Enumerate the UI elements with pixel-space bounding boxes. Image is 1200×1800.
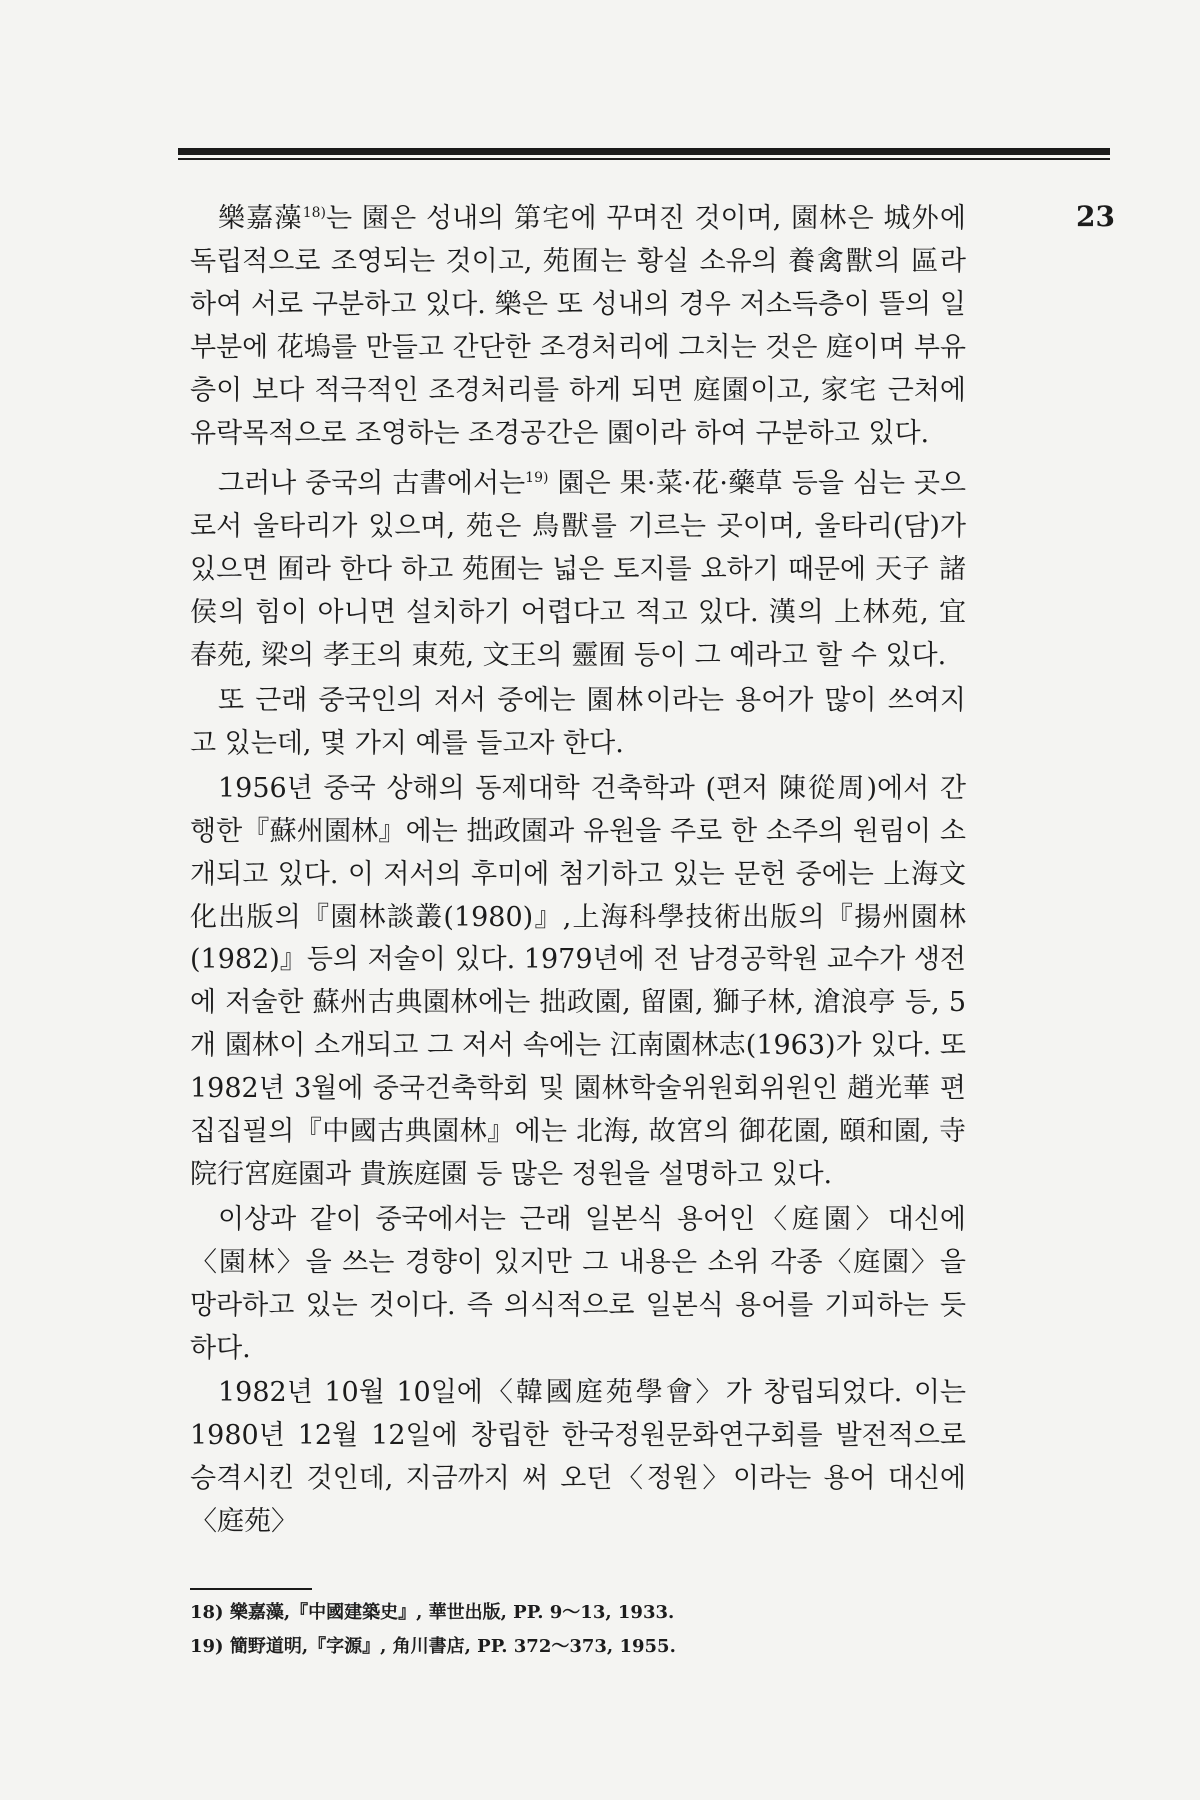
footnote-rule bbox=[190, 1588, 312, 1590]
footnote-ref-19: 19) bbox=[525, 470, 549, 487]
paragraph-5: 이상과 같이 중국에서는 근래 일본식 용어인〈庭園〉대신에〈園林〉을 쓰는 경향이 있지만 그 내용은 소위 각종〈庭園〉을 망라하고 있는 것이다. 즉 의식적으로 일본식 용어를 기피하는 듯하다. bbox=[190, 1203, 966, 1364]
paragraph-3: 또 근래 중국인의 저서 중에는 園林이라는 용어가 많이 쓰여지고 있는데, 몇 가지 예를 들고자 한다. bbox=[190, 684, 966, 759]
paragraph-4: 1956년 중국 상해의 동제대학 건축학과 (편저 陳從周)에서 간행한『蘇州園林』에는 拙政園과 유원을 주로 한 소주의 원림이 소개되고 있다. 이 저서의 후미에 첨기하고 있는 문헌 중에는 上海文化出版의『園林談叢(1980)』,上海科學技術出版의『揚州園林(1982)』등의 저술이 있다. 1979년에 전 남경공학원 교수가 생전에 저술한 蘇州古典園林에는 拙政園, 留園, 獅子林, 滄浪亭 등, 5개 園林이 소개되고 그 저서 속에는 江南園林志(1963)가 있다. 또 1982년 3월에 중국건축학회 및 園林학술위원회위원인 趙光華 편집집필의『中國古典園林』에는 北海, 故宮의 御花園, 頤和園, 寺院行宮庭園과 貴族庭園 등 많은 정원을 설명하고 있다. bbox=[190, 772, 966, 1190]
footnote-ref-18: 18) bbox=[302, 205, 326, 221]
header-rule bbox=[178, 148, 1110, 155]
paragraph-6: 1982년 10월 10일에〈韓國庭苑學會〉가 창립되었다. 이는 1980년 12월 12일에 창립한 한국정원문화연구회를 발전적으로 승격시킨 것인데, 지금까지 써 오던〈정원〉이라는 용어 대신에〈庭苑〉 bbox=[190, 1377, 966, 1538]
header-rule-thin bbox=[178, 158, 1110, 160]
paragraph-1: 樂嘉藻$^{18)}$는 園은 성내의 第宅에 꾸며진 것이며, 園林은 城外에 독립적으로 조영되는 것이고, 苑囿는 황실 소유의 養禽獸의 區라 하여 서로 구분하고 있다. 樂은 또 성내의 경우 저소득층이 뜰의 일부분에 花塢를 만들고 간단한 조경처리에 그치는 것은 庭이며 부유층이 보다 적극적인 조경처리를 하게 되면 庭園이고, 家宅 근처에 유락목적으로 조영하는 조경공간은 園이라 하여 구분하고 있다. bbox=[190, 203, 967, 449]
footnotes bbox=[190, 1596, 1010, 1664]
footnote-19: 19) 簡野道明,『字源』, 角川書店, PP. 372～373, 1955. bbox=[190, 1636, 676, 1657]
paragraph-2: 그러나 중국의 古書에서는$^{19)}$ 園은 果·菜·花·藥草 등을 심는 곳으로서 울타리가 있으며, 苑은 鳥獸를 기르는 곳이며, 울타리(담)가 있으면 囿라 한다 하고 苑囿는 넓은 토지를 요하기 때문에 天子 諸侯의 힘이 아니면 설치하기 어렵다고 적고 있다. 漢의 上林苑, 宜春苑, 梁의 孝王의 東苑, 文王의 靈囿 등이 그 예라고 할 수 있다. bbox=[190, 468, 967, 672]
body-text bbox=[190, 192, 966, 1546]
page-number: 23 bbox=[1076, 200, 1115, 233]
footnote-18: 18) 樂嘉藻,『中國建築史』, 華世出版, PP. 9～13, 1933. bbox=[190, 1602, 675, 1623]
